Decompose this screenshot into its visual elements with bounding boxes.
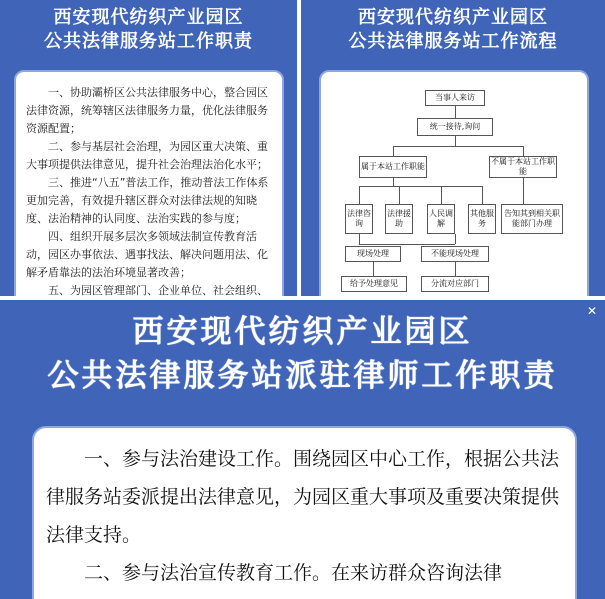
- duty-paragraph: 四、组织开展多层次多领域法制宣传教育活动，园区办事依法、遇事找法、解决问题用法、化解矛盾靠法的法治环境显著改善；: [26, 230, 268, 279]
- flow-connector: [393, 146, 523, 147]
- flow-connector: [373, 262, 374, 276]
- flow-node-refer: 告知其到相关职能部门办理: [501, 204, 563, 234]
- lawyer-duty-paragraph: 二、参与法治宣传教育工作。在来访群众咨询法律: [84, 562, 503, 584]
- workflow-panel: [301, 0, 605, 296]
- flow-node-route-dept: 分流对应部门: [421, 276, 489, 292]
- workflow-title-line2: 公共法律服务站工作流程: [348, 31, 558, 52]
- flow-node-out-scope: 不属于本站工作职能: [491, 157, 555, 176]
- duties-title: [0, 0, 297, 54]
- flow-node-visitor: 当事人来访: [425, 90, 485, 106]
- close-icon[interactable]: ✕: [586, 304, 598, 318]
- flow-node-in-scope: 属于本站工作职能: [359, 156, 427, 178]
- flow-node-legal-consult: 法律咨询: [345, 204, 373, 234]
- flow-node-give-opinion: 给予处理意见: [341, 276, 407, 292]
- flow-connector: [359, 186, 360, 204]
- flow-connector: [455, 234, 456, 244]
- flow-connector: [393, 178, 394, 186]
- workflow-card: [319, 70, 589, 296]
- lawyer-duties-title: [0, 300, 605, 398]
- flow-connector: [523, 146, 524, 156]
- duty-paragraph: 一、协助灞桥区公共法律服务中心，整合园区法律资源，统筹辖区法律服务力量，优化法律服务资源配置；: [26, 86, 268, 135]
- duty-paragraph: 三、推进“八五”普法工作，推动普法工作体系更加完善，有效提升辖区群众对法律法规的知晓度、法治精神的认同度、法治实践的参与度；: [26, 176, 269, 225]
- flow-connector: [393, 146, 394, 156]
- flow-node-mediation: 人民调解: [427, 204, 455, 234]
- flow-connector: [441, 186, 442, 204]
- lawyer-duties-title-line2: 公共法律服务站派驻律师工作职责: [47, 358, 558, 394]
- flow-connector: [523, 178, 524, 204]
- duties-panel: [0, 0, 297, 296]
- flow-connector: [455, 262, 456, 276]
- flow-node-other-services: 其他服务: [468, 204, 496, 234]
- flow-node-legal-aid: 法律援助: [385, 204, 413, 234]
- duties-title-line2: 公共法律服务站工作职责: [44, 31, 253, 52]
- lawyer-duties-card: [32, 426, 577, 599]
- workflow-title: [301, 0, 605, 54]
- lawyer-duty-paragraph: 一、参与法治建设工作。围绕园区中心工作，根据公共法律服务站委派提出法律意见，为园区重大事项及重要决策提供法律支持。: [46, 448, 560, 546]
- duty-paragraph: 五、为园区管理部门、企业单位、社会组织、: [48, 284, 268, 296]
- lawyer-duties-title-line1: 西安现代纺织产业园区: [132, 314, 473, 350]
- flow-connector: [359, 234, 360, 244]
- flow-connector: [455, 105, 456, 118]
- duties-title-line1: 西安现代纺织产业园区: [53, 7, 244, 28]
- flow-node-onsite: 现场处理: [345, 246, 401, 262]
- flow-node-cannot-onsite: 不能现场处理: [421, 246, 489, 262]
- flow-connector: [359, 186, 483, 187]
- flow-connector: [359, 244, 455, 245]
- flow-connector: [399, 186, 400, 204]
- lawyer-duties-panel: [0, 300, 605, 599]
- flow-connector: [482, 186, 483, 204]
- flow-node-reception: 统一接待,询问: [417, 118, 493, 136]
- duty-paragraph: 二、参与基层社会治理，为园区重大决策、重大事项提供法律意见，提升社会治理法治化水平；: [26, 140, 268, 171]
- workflow-title-line1: 西安现代纺织产业园区: [358, 7, 548, 28]
- duties-card: [14, 70, 284, 296]
- flow-connector: [455, 136, 456, 146]
